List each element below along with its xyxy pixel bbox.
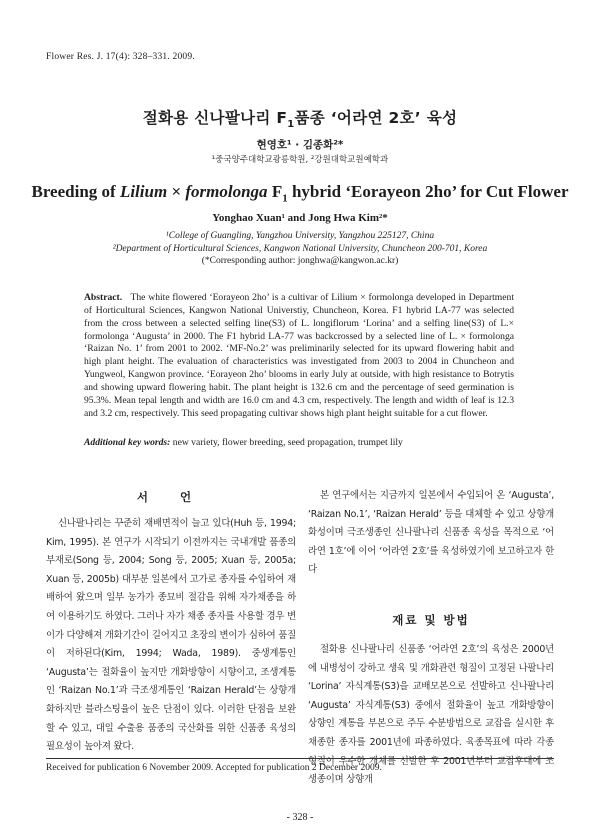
page-number: - 328 - [286,812,314,823]
section-heading-materials-methods: 재료 및 방법 [392,613,470,627]
footnote-divider [46,758,554,759]
keywords-label: Additional key words: [84,437,171,448]
abstract [84,292,514,420]
english-title: Breeding of Lilium × formolonga $F_1$ hybrid ‘Eorayeon 2ho’ for Cut Flower [31,182,569,205]
affiliation-1: ¹College of Guangling, Yangzhou University, Yangzhou 225127, China [165,231,435,241]
materials-methods-paragraph: 절화용 신나팔나리 신품종 ‘어라연 2호’의 육성은 2000년에 내병성이 강하고 생육 및 개화관련 형질이 고정된 나팔나리 ‘Lorina’ 자식계통(S3)을 교배모본으로 선발하고 신나팔나리 ‘Augusta’ 자식계통(S3) 중에서 절화율이 높고 개화방향이 상향인 계통을 부본으로 주두 수분방법으로 교잡을 실시한 후 채종한 종자를 2001년에 파종하였다. 육종목표에 따라 각종 형질이 우수한 개체를 선발한 후 2001년부터 교잡후대에 조생종이며 상향개 [308,644,554,786]
abstract-text: The white flowered ‘Eorayeon 2ho’ is a cultivar of Lilium × formolonga developed in Department of Horticultural Sciences, Kangwon National Universtiy, Chuncheon, Korea. F1 hybrid LA-77 was selected from the cross between a selected selfing line(S3) of L. longiflorum ‘Lorina’ and a selfing line(S3) of L.× formolonga ‘Augusta’ in 2000. The F1 hybrid LA-77 was backcrossed by a selected line of L. × formolonga ‘Raizan No. 1’ from 2001 to 2002. ‘MF-No.2’ was preliminarily selected for its upward flowering habit and high plant height. The evaluation of characteristics was investigated from 2003 to 2004 in Chuncheon and Yungweol, Kangwon province. ‘Eorayeon 2ho’ blooms in early July at outside, with high resistance to Botrytis and showing upward flowering habit. The plant height is 132.6 cm and the percentage of seed germination is 95.3%. Mean tepal length and width are 16.0 cm and 4.3 cm, respectively. The length and width of leaf is 12.3 and 3.2 cm, respectively. This seed propagating cultivar shows high plant height suitable for a cut flower. [84,292,514,419]
korean-authors: 현영호¹ · 김종화²* [256,139,344,151]
abstract-label: Abstract. [84,292,123,303]
introduction-paragraph: 신나팔나리는 꾸준히 재배면적이 늘고 있다(Huh 등, 1994; Kim, 1995). 본 연구가 시작되기 이전까지는 국내개발 품종의 부재로(Song 등, 2004; Song 등, 2005; Xuan 등, 2005a; Xuan 등, 2005b) 대부분 일본에서 고가로 종자를 수입하여 재배하여 왔으며 일부 농가가 종묘비 절감을 위해 자가채종을 하여 이용하기도 하였다. 그러나 자가 채종 종자를 사용할 경우 변이가 다양해져 개화기간이 길어지고 초장의 변이가 심하여 품질이 저하된다(Kim, 1994; Wada, 1989). 중생계통인 ‘Augusta’는 절화율이 높지만 개화방향이 시향이고, 조생계통인 ‘Raizan No.1’과 극조생계통인 ‘Raizan Herald’는 상향개화하지만 블라스팅율이 높은 단점이 있다. 이러한 단점을 보완할 수 있고, 대일 수출용 품종의 국산화를 위한 신품종 육성의 필요성이 높아져 왔다. [46,518,296,753]
section-heading-introduction: 서 언 [136,490,206,504]
journal-citation: Flower Res. J. 17(4): 328–331. 2009. [46,52,195,62]
objective-paragraph: 본 연구에서는 지금까지 일본에서 수입되어 온 ‘Augusta’, ‘Raizan No.1’, ‘Raizan Herald’ 등을 대체할 수 있고 상향개화성이며 극조생종인 신나팔나리 신품종 육성을 목적으로 ‘어라연 1호’에 이어 ‘어라연 2호’를 육성하였기에 보고하고자 한다 [308,490,554,576]
english-affiliations [0,230,600,268]
affiliation-2: ²Department of Horticultural Sciences, Kangwon National University, Chuncheon 200-701, Korea [112,243,488,254]
keywords-text: new variety, flower breeding, seed propagation, trumpet lily [172,437,403,448]
received-date-note: Received for publication 6 November 2009. Accepted for publication 2 December 2009. [46,763,382,773]
keywords [84,437,524,448]
korean-affiliations: ¹중국양주대학교광릉학원, ²강원대학교원예학과 [211,155,389,165]
corresponding-author: (*Corresponding author: jonghwa@kangwon.ac.kr) [201,256,399,266]
korean-title: 절화용 신나팔나리 $F_1$품종 ‘어라연 2호’ 육성 [142,109,458,131]
english-authors: Yonghao Xuan¹ and Jong Hwa Kim²* [212,212,388,224]
